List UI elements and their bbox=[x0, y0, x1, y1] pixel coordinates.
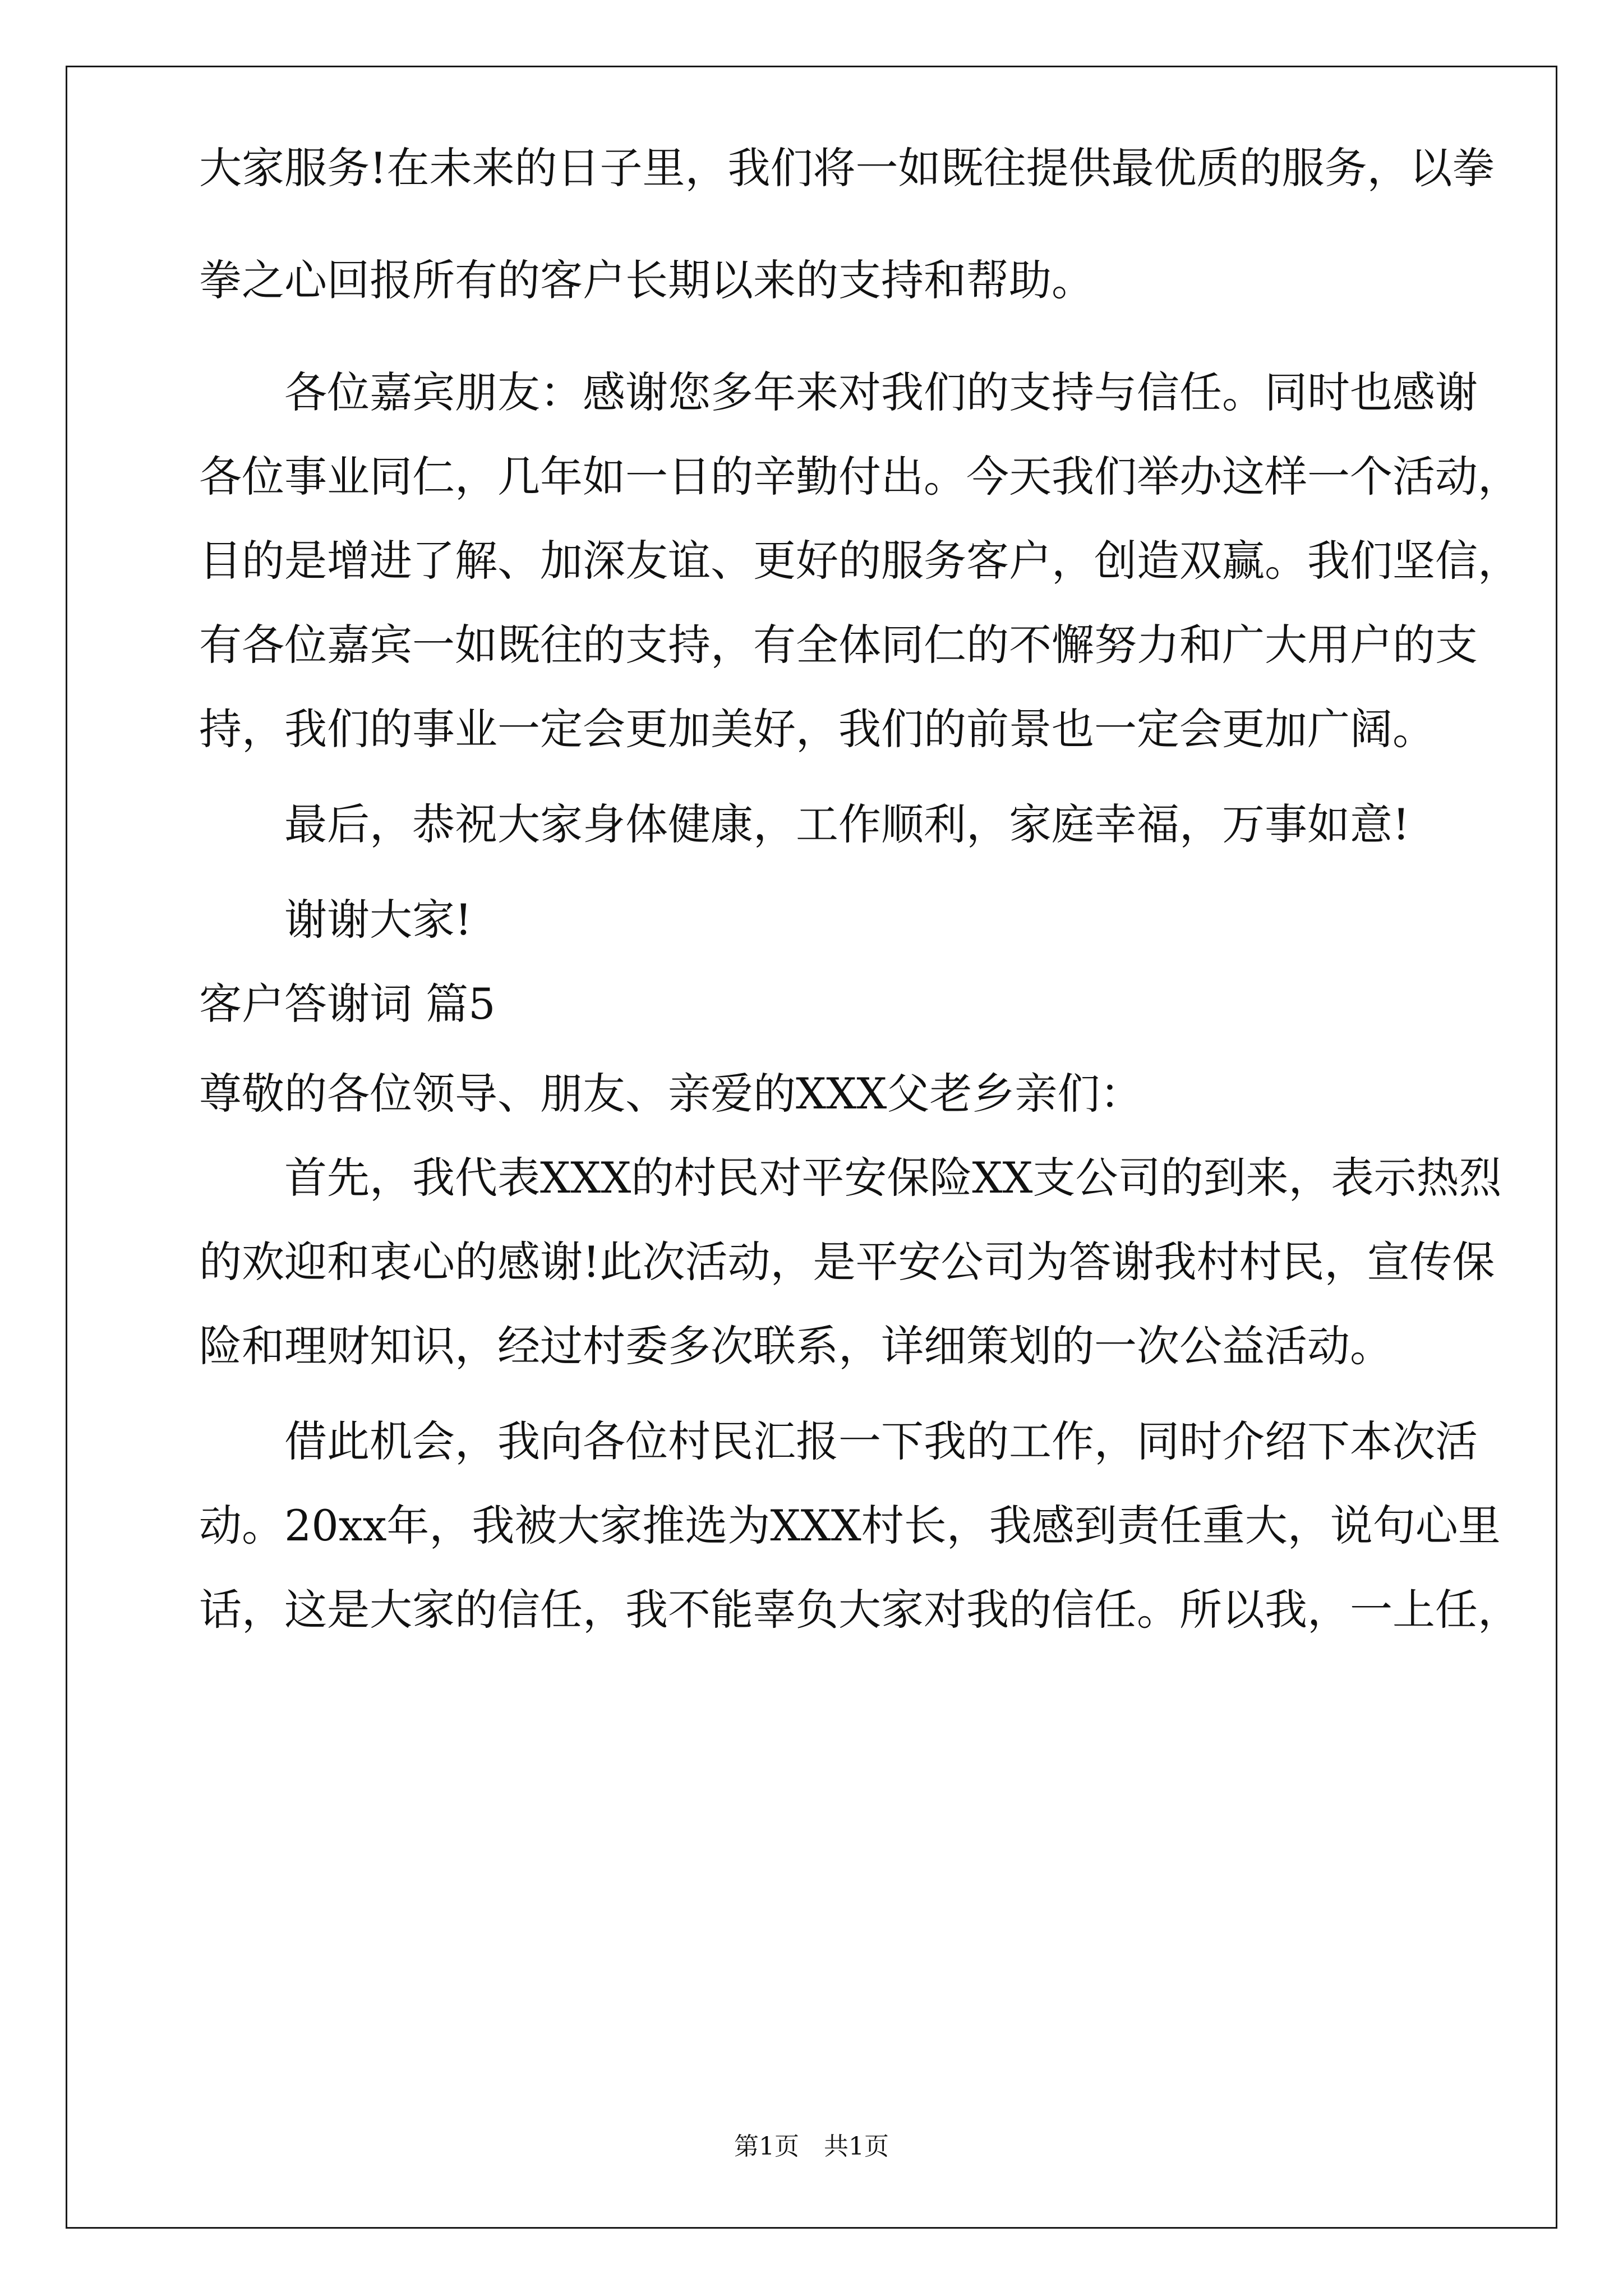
text-line: 话，这是大家的信任，我不能辜负大家对我的信任。所以我，一上任， bbox=[199, 1585, 1520, 1635]
text-line: 借此机会，我向各位村民汇报一下我的工作，同时介绍下本次活 bbox=[284, 1416, 1478, 1466]
text-line: 各位事业同仁，几年如一日的辛勤付出。今天我们举办这样一个活动， bbox=[199, 452, 1520, 501]
text-line: 险和理财知识，经过村委多次联系，详细策划的一次公益活动。 bbox=[199, 1321, 1393, 1371]
text-line: 各位嘉宾朋友：感谢您多年来对我们的支持与信任。同时也感谢 bbox=[284, 367, 1478, 417]
text-line: 大家服务!在未来的日子里，我们将一如既往提供最优质的服务，以拳 bbox=[199, 143, 1495, 193]
text-line: 目的是增进了解、加深友谊、更好的服务客户，创造双赢。我们坚信， bbox=[199, 536, 1520, 586]
section-heading: 客户答谢词 篇5 bbox=[199, 979, 496, 1029]
text-line: 最后，恭祝大家身体健康，工作顺利，家庭幸福，万事如意! bbox=[284, 799, 1410, 849]
text-line: 动。20xx年，我被大家推选为XXX村长，我感到责任重大，说句心里 bbox=[199, 1501, 1501, 1550]
page-footer: 第1页 共1页 bbox=[734, 2132, 889, 2161]
text-line: 持，我们的事业一定会更加美好，我们的前景也一定会更加广阔。 bbox=[199, 704, 1435, 754]
text-line: 的欢迎和衷心的感谢!此次活动，是平安公司为答谢我村村民，宣传保 bbox=[199, 1237, 1495, 1287]
text-line: 拳之心回报所有的客户长期以来的支持和帮助。 bbox=[199, 255, 1094, 305]
salutation-line: 尊敬的各位领导、朋友、亲爱的XXX父老乡亲们： bbox=[199, 1069, 1143, 1119]
text-line: 谢谢大家! bbox=[284, 895, 472, 945]
text-line: 有各位嘉宾一如既往的支持，有全体同仁的不懈努力和广大用户的支 bbox=[199, 620, 1478, 670]
text-line: 首先，我代表XXX的村民对平安保险XX支公司的到来，表示热烈 bbox=[284, 1153, 1502, 1203]
